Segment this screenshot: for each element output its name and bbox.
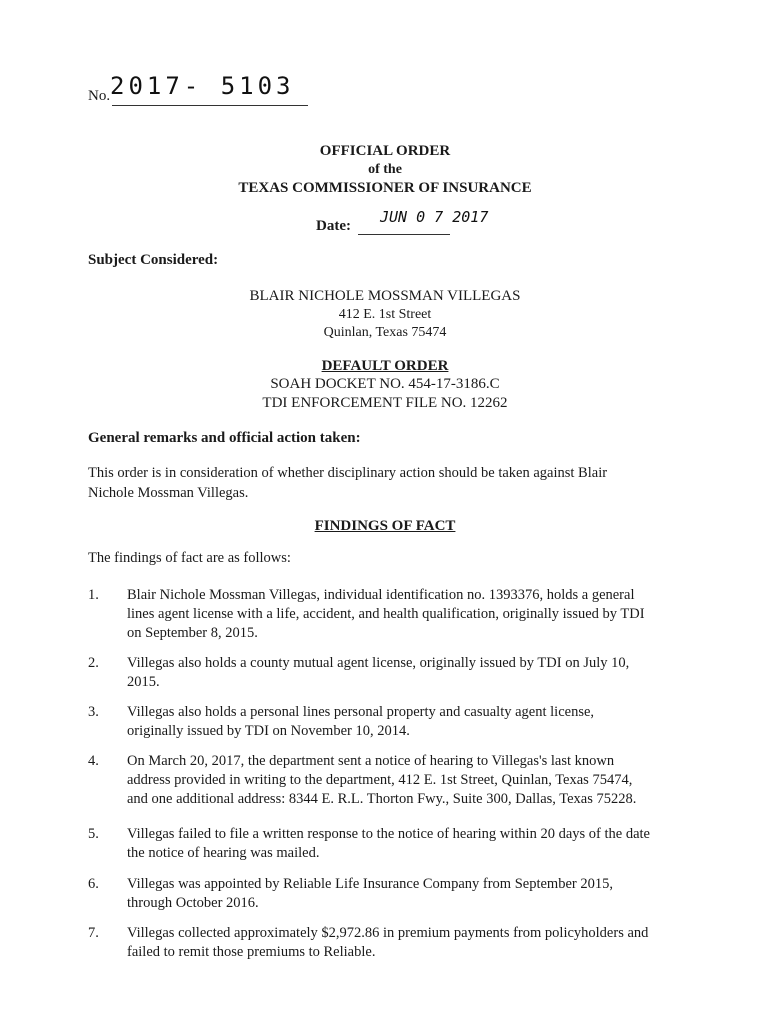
findings-intro: The findings of fact are as follows: (88, 550, 291, 566)
finding-line: through October 2016. (127, 895, 259, 911)
finding-line: failed to remit those premiums to Reliable. (127, 944, 376, 960)
finding-text (127, 586, 687, 643)
order-type-title: DEFAULT ORDER (321, 358, 449, 374)
finding-line: Villegas collected approximately $2,972.86 in premium payments from policyholders and (127, 925, 649, 941)
finding-number: 5. (88, 826, 99, 842)
header-official-order: OFFICIAL ORDER (319, 143, 451, 159)
soah-docket: SOAH DOCKET NO. 454-17-3186.C (270, 376, 500, 392)
findings-heading: FINDINGS OF FACT (314, 518, 456, 534)
tdi-file: TDI ENFORCEMENT FILE NO. 12262 (262, 395, 508, 411)
finding-text (127, 752, 687, 809)
finding-line: Blair Nichole Mossman Villegas, individual identification no. 1393376, holds a general (127, 587, 635, 603)
date-line (358, 234, 450, 235)
subject-name: BLAIR NICHOLE MOSSMAN VILLEGAS (249, 288, 521, 304)
header-of-the: of the (368, 162, 402, 177)
finding-number: 4. (88, 753, 99, 769)
remarks-intro-line: Nichole Mossman Villegas. (88, 485, 249, 501)
finding-text (127, 924, 687, 962)
finding-line: and one additional address: 8344 E. R.L. Thorton Fwy., Suite 300, Dallas, Texas 75228. (127, 791, 637, 807)
finding-number: 3. (88, 704, 99, 720)
finding-line: lines agent license with a life, accident, and health qualification, originally issued by TDI (127, 606, 645, 622)
order-number-handwritten: 2017- 5103 (110, 72, 295, 100)
finding-line: 2015. (127, 674, 160, 690)
remarks-heading: General remarks and official action taken: (88, 430, 361, 446)
finding-number: 7. (88, 925, 99, 941)
finding-text (127, 825, 687, 863)
finding-line: Villegas failed to file a written response to the notice of hearing within 20 days of the date (127, 826, 650, 842)
subject-heading: Subject Considered: (88, 252, 219, 268)
finding-text (127, 654, 687, 692)
finding-line: the notice of hearing was mailed. (127, 845, 320, 861)
finding-text (127, 703, 687, 741)
order-number-prefix: No. (88, 88, 111, 104)
order-number-line (112, 105, 308, 106)
finding-number: 2. (88, 655, 99, 671)
finding-line: originally issued by TDI on November 10, 2014. (127, 723, 410, 739)
finding-line: address provided in writing to the department, 412 E. 1st Street, Quinlan, Texas 75474, (127, 772, 633, 788)
date-label: Date: (316, 218, 351, 234)
finding-line: Villegas also holds a personal lines personal property and casualty agent license, (127, 704, 595, 720)
date-stamp: JUN 0 7 2017 (380, 208, 489, 226)
finding-text (127, 875, 687, 913)
finding-number: 6. (88, 876, 99, 892)
finding-line: Villegas was appointed by Reliable Life Insurance Company from September 2015, (127, 876, 613, 892)
subject-street: 412 E. 1st Street (338, 307, 432, 322)
finding-number: 1. (88, 587, 99, 603)
finding-line: Villegas also holds a county mutual agent license, originally issued by TDI on July 10, (127, 655, 630, 671)
header-commissioner: TEXAS COMMISSIONER OF INSURANCE (238, 180, 532, 196)
finding-line: on September 8, 2015. (127, 625, 258, 641)
subject-city: Quinlan, Texas 75474 (323, 325, 447, 340)
remarks-intro-line: This order is in consideration of whether disciplinary action should be taken against Blair (88, 465, 608, 481)
remarks-intro (88, 463, 688, 503)
finding-line: On March 20, 2017, the department sent a notice of hearing to Villegas's last known (127, 753, 615, 769)
